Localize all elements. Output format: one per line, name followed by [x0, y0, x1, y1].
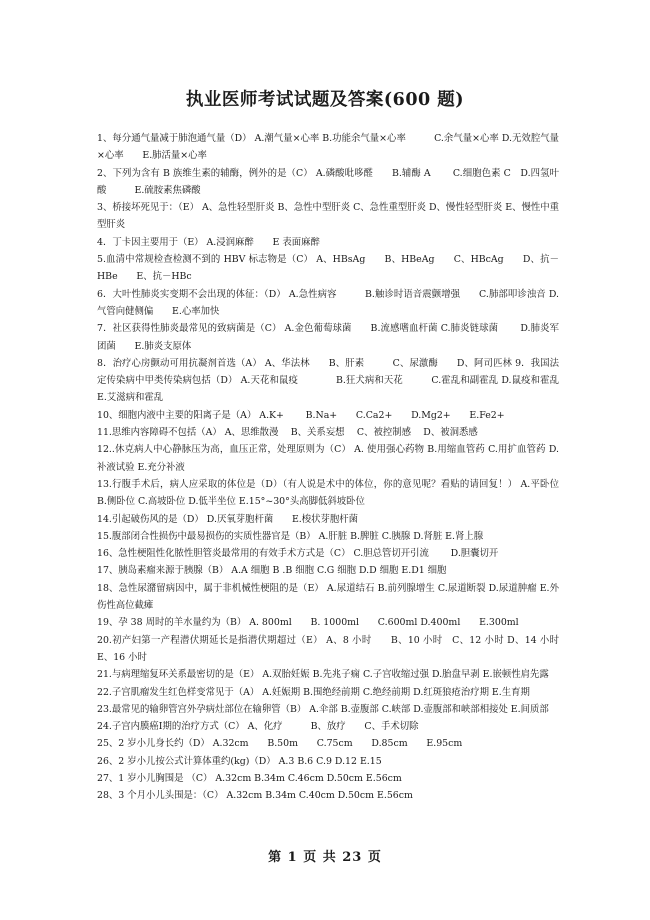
question-item: 15.腹部闭合性损伤中最易损伤的实质性器官是（B） A.肝脏 B.脾脏 C.胰腺 D.肾脏 E.肾上腺: [97, 530, 484, 542]
document-title: 执业医师考试试题及答案(600 题): [185, 90, 465, 110]
question-item: 21.与病理缩复环关系最密切的是（E） A.双胎妊娠 B.先兆子痫 C.子宫收缩过强 D.胎盘早剥 E.嵌顿性肩先露: [97, 669, 549, 681]
question-item: 7．社区获得性肺炎最常见的致病菌是（C） A.金色葡萄球菌 B.流感嗜血杆菌 C.肺炎链球菌 D.肺炎军团菌 E.肺炎支原体: [97, 323, 559, 352]
question-item: 6．大叶性肺炎实变期不会出现的体征：（D） A.急性病容 B.触诊时语音震颤增强 C.肺部叩诊浊音 D.气管向健侧偏 E.心率加快: [97, 288, 559, 317]
question-item: 23.最常见的输卵管宫外孕病灶部位在输卵管（B） A.伞部 B.壶腹部 C.峡部 D.壶腹部和峡部相接处 E.间质部: [97, 703, 549, 715]
question-list: [97, 130, 578, 805]
question-item: 3、桥接坏死见于：（E） A、急性轻型肝炎 B、急性中型肝炎 C、急性重型肝炎 D、慢性轻型肝炎 E、慢性中重型肝炎: [97, 202, 559, 231]
question-item: 2、下列为含有 B 族维生素的辅酶，例外的是（C） A.磷酸吡哆醛 B.辅酶 A C.细胞色素 C D.四氢叶酸 E.硫胺素焦磷酸: [97, 167, 559, 196]
question-item: 24.子宫内膜癌Ⅰ期的治疗方式（C） A、化疗 B、放疗 C、手术切除: [97, 721, 419, 733]
question-item: 22.子宫肌瘤发生红色样变常见于（A） A.妊娠期 B.围绝经前期 C.绝经前期 D.红斑狼疮治疗期 E.生育期: [97, 686, 530, 698]
question-item: 8．治疗心房颤动可用抗凝剂首选（A） A、华法林 B、肝素 C、尿激酶 D、阿司匹林 9．我国法定传染病中甲类传染病包括（D） A.天花和鼠疫 B.狂犬病和天花 C.霍乱和副霍乱 D.鼠疫和霍乱 E.艾滋病和霍乱: [97, 357, 578, 404]
question-item: 5.血清中常规检查检测不到的 HBV 标志物是（C） A、HBsAg B、HBeAg C、HBcAg D、抗－HBe E、抗－HBc: [97, 254, 559, 283]
question-item: 1、每分通气量减于肺泡通气量（D） A.潮气量×心率 B.功能余气量×心率 C.余气量×心率 D.无效腔气量×心率 E.肺活量×心率: [97, 133, 559, 162]
question-item: 4．丁卡因主要用于（E） A.浸润麻醉 E 表面麻醉: [97, 236, 320, 248]
page-number-footer: 第 1 页 共 23 页: [268, 850, 382, 865]
question-item: 16、急性梗阻性化脓性胆管炎最常用的有效手术方式是（C） C.胆总管切开引流 D.胆囊切开: [97, 548, 499, 560]
question-item: 13.行腹手术后，病人应采取的体位是（D）（有人说是术中的体位，你的意见呢？看贴的请回复！） A.平卧位 B.侧卧位 C.高坡卧位 D.低半坐位 E.15°~30°头高脚低斜坡卧位: [97, 478, 559, 508]
question-item: 14.引起破伤风的是（D） D.厌氧芽胞杆菌 E.梭状芽胞杆菌: [97, 513, 359, 525]
question-item: 28、3 个月小儿头围是：（C） A.32cm B.34m C.40cm D.50cm E.56cm: [97, 790, 413, 802]
question-item: 19、孕 38 周时的羊水量约为（B） A. 800ml B. 1000ml C.600ml D.400ml E.300ml: [97, 617, 519, 629]
question-item: 20.初产妇第一产程潜伏期延长是指潜伏期超过（E） A、8 小时 B、10 小时 C、12 小时 D、14 小时 E、16 小时: [97, 634, 578, 663]
question-item: 18、急性尿潴留病因中，属于非机械性梗阻的是（E） A.尿道结石 B.前列腺增生 C.尿道断裂 D.尿道肿瘤 E.外伤性高位截瘫: [97, 582, 559, 612]
question-item: 17、胰岛素瘤来源于胰腺（B） A.A 细胞 B .B 细胞 C.G 细胞 D.D 细胞 E.D1 细胞: [97, 565, 447, 577]
question-item: 25、2 岁小儿身长约（D） A.32cm B.50m C.75cm D.85cm E.95cm: [97, 738, 463, 750]
question-item: 12..休克病人中心静脉压为高，血压正常，处理原则为（C） A. 使用强心药物 B.用缩血管药 C.用扩血管药 D.补液试验 E.充分补液: [97, 444, 559, 473]
question-item: 10、细胞内液中主要的阳离子是（A） A.K+ B.Na+ C.Ca2+ D.Mg2+ E.Fe2+: [97, 409, 505, 421]
question-item: 11.思维内容障碍不包括（A） A、思维散漫 B、关系妄想 C、被控制感 D、被洞悉感: [97, 427, 478, 439]
question-item: 26、2 岁小儿按公式计算体重约(kg)（D） A.3 B.6 C.9 D.12 E.15: [97, 755, 382, 767]
question-item: 27、1 岁小儿胸围是 （C） A.32cm B.34m C.46cm D.50cm E.56cm: [97, 772, 402, 784]
